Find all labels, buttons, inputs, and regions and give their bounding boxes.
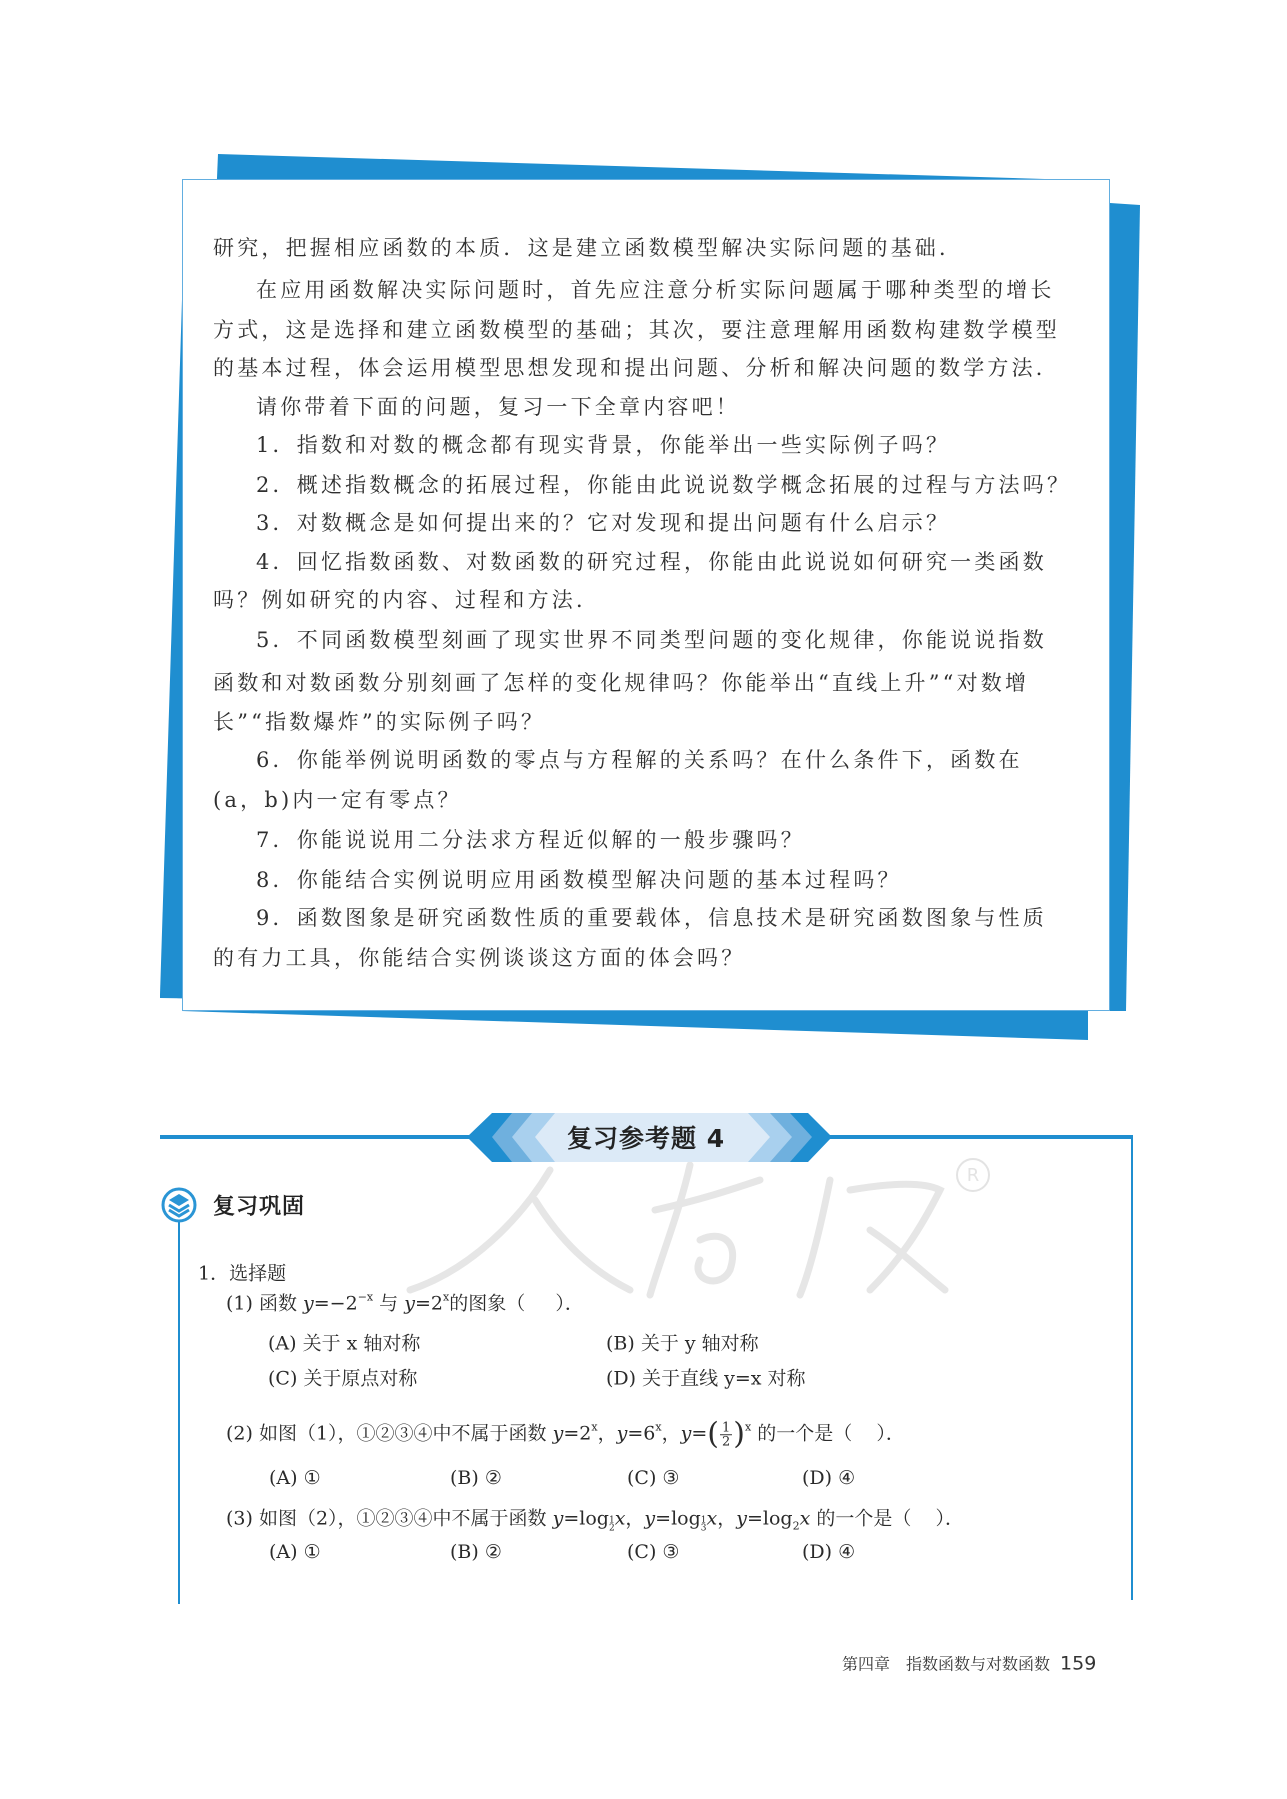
option-d: (D) ④ <box>802 1541 856 1563</box>
page-footer <box>842 1652 1096 1675</box>
review-question-1: 1．指数和对数的概念都有现实背景，你能举出一些实际例子吗？ <box>256 433 951 457</box>
question-text: 如图（2），①②③④中不属于函数 <box>258 1507 547 1530</box>
svg-text:R: R <box>966 1165 980 1186</box>
option-d: (D) 关于直线 y=x 对称 <box>606 1367 806 1390</box>
question-text: 的一个是（ <box>757 1422 853 1445</box>
question-number: (3) <box>226 1507 253 1530</box>
page-number: 159 <box>1060 1652 1097 1675</box>
section-right-rule <box>1131 1135 1133 1600</box>
review-question-3: 3．对数概念是如何提出来的？它对发现和提出问题有什么启示？ <box>256 511 951 535</box>
question-number: (2) <box>226 1422 253 1445</box>
section-left-rule <box>178 1222 180 1604</box>
summary-line: 研究，把握相应函数的本质．这是建立函数模型解决实际问题的基础． <box>213 236 964 260</box>
review-question-5: 5．不同函数模型刻画了现实世界不同类型问题的变化规律，你能说说指数 <box>256 628 1047 652</box>
option-b: (B) ② <box>450 1541 502 1563</box>
review-question-6: 6．你能举例说明函数的零点与方程解的关系吗？在什么条件下，函数在 <box>256 748 1023 772</box>
option-c: (C) ③ <box>627 1541 680 1563</box>
question-1-2: (2) 如图（1），①②③④中不属于函数 $y=2^x$，$y=6^x$，y=( $\frac{1}{2}$ )$^x$ 的一个是（ ）． <box>226 1416 905 1452</box>
question-text: 与 <box>379 1292 399 1315</box>
chapter-title: 指数函数与对数函数 <box>906 1654 1051 1674</box>
subsection-heading: 复习巩固 <box>213 1194 306 1220</box>
question-text: 的一个是（ <box>816 1507 912 1530</box>
question-number: (1) <box>226 1292 253 1315</box>
summary-line: 在应用函数解决实际问题时，首先应注意分析实际问题属于哪种类型的增长 <box>256 278 1055 302</box>
option-a: (A) ① <box>269 1467 321 1489</box>
option-c: (C) 关于原点对称 <box>268 1367 418 1390</box>
option-d: (D) ④ <box>802 1467 856 1489</box>
summary-line: 长”“指数爆炸”的实际例子吗？ <box>213 710 546 734</box>
section-title: 复习参考题 4 <box>567 1124 726 1153</box>
summary-line: 的有力工具，你能结合实例谈谈这方面的体会吗？ <box>213 946 746 970</box>
chapter-label: 第四章 <box>842 1654 891 1674</box>
question-text: ）． <box>555 1292 584 1315</box>
question-text: 的图象（ <box>449 1292 526 1315</box>
review-question-8: 8．你能结合实例说明应用函数模型解决问题的基本过程吗？ <box>256 868 902 892</box>
section-top-rule-left <box>160 1135 480 1139</box>
question-1-1: (1) 函数 $y=-2^{-x}$ 与 $y=2^x$的图象（ ）． <box>226 1290 584 1315</box>
publisher-watermark <box>400 1150 1000 1300</box>
review-question-7: 7．你能说说用二分法求方程近似解的一般步骤吗？ <box>256 828 805 852</box>
summary-line: 方式，这是选择和建立函数模型的基础；其次，要注意理解用函数构建数学模型 <box>213 318 1060 342</box>
question-1-label: 1．选择题 <box>198 1262 287 1285</box>
option-a: (A) ① <box>269 1541 321 1563</box>
summary-line: 请你带着下面的问题，复习一下全章内容吧！ <box>256 395 740 419</box>
question-text: ）． <box>935 1507 965 1530</box>
option-c: (C) ③ <box>627 1467 680 1489</box>
option-a: (A) 关于 x 轴对称 <box>268 1332 421 1355</box>
summary-line: (a，b)内一定有零点？ <box>213 788 462 812</box>
question-1-3: (3) 如图（2），①②③④中不属于函数 y=log 1 2 x，y=log 1 3 x，$y=\log_2x$ 的一个是（ ）． <box>226 1507 965 1534</box>
question-text: 如图（1），①②③④中不属于函数 <box>258 1422 547 1445</box>
fraction-one-half: $\frac{1}{2}$ <box>721 1419 731 1449</box>
review-question-2: 2．概述指数概念的拓展过程，你能由此说说数学概念拓展的过程与方法吗？ <box>256 473 1072 497</box>
math-expression: y <box>404 1292 415 1315</box>
summary-line: 函数和对数函数分别刻画了怎样的变化规律吗？你能举出“直线上升”“对数增 <box>213 671 1030 695</box>
summary-line: 吗？例如研究的内容、过程和方法． <box>213 588 601 612</box>
question-text: ）． <box>876 1422 905 1445</box>
math-expression: y <box>303 1292 314 1315</box>
review-question-9: 9．函数图象是研究函数性质的重要载体，信息技术是研究函数图象与性质 <box>256 906 1047 930</box>
layers-icon <box>161 1187 197 1223</box>
summary-line: 的基本过程，体会运用模型思想发现和提出问题、分析和解决问题的数学方法． <box>213 356 1060 380</box>
review-question-4: 4．回忆指数函数、对数函数的研究过程，你能由此说说如何研究一类函数 <box>256 550 1047 574</box>
option-b: (B) 关于 y 轴对称 <box>606 1332 759 1355</box>
question-text: 函数 <box>258 1292 297 1315</box>
option-b: (B) ② <box>450 1467 502 1489</box>
section-top-rule-right <box>820 1135 1133 1139</box>
